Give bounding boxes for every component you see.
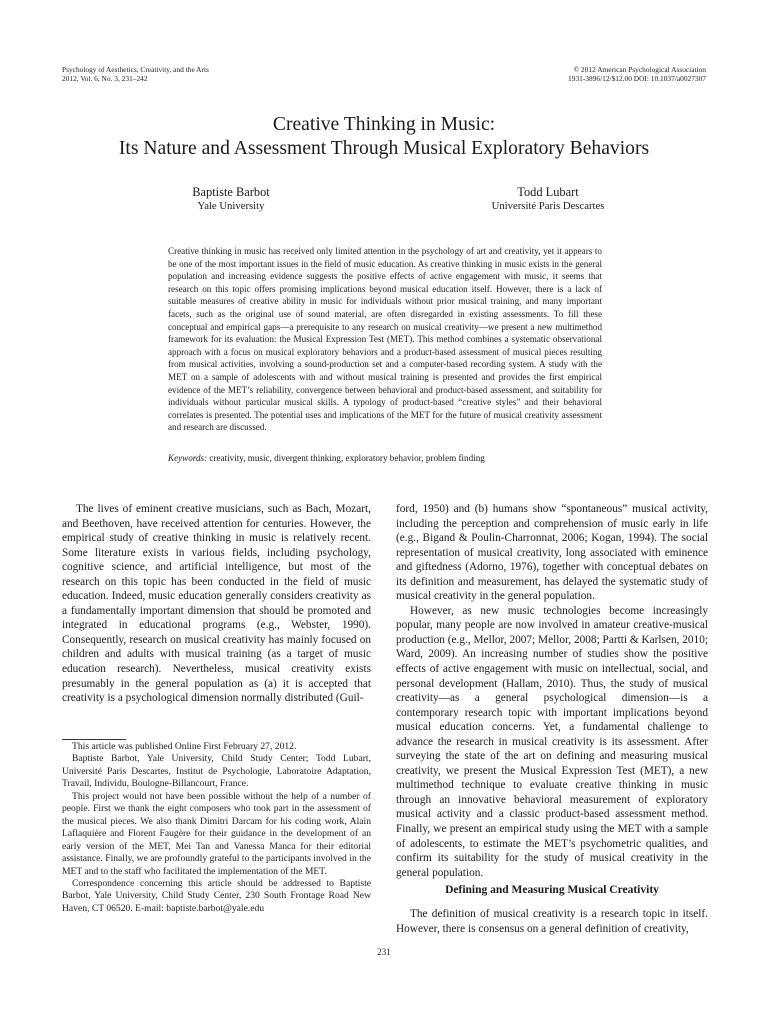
article-title <box>0 113 768 161</box>
journal-citation <box>62 66 209 83</box>
keywords-text: creativity, music, divergent thinking, exploratory behavior, problem finding <box>209 453 485 463</box>
keywords <box>168 452 602 464</box>
abstract <box>168 245 602 434</box>
journal-name: Psychology of Aesthetics, Creativity, and the Arts <box>62 65 209 74</box>
copyright-block <box>568 66 706 83</box>
body-paragraph: However, as new music technologies become increasingly popular, many people are now involved in amateur creative-musical production (e.g., Mellor, 2007; Mellor, 2008; Partti & Karlsen, 2010; Ward, 2009). An increasing number of studies show the positive effects of active engagement with music on intellectual, social, and personal development (Hallam, 2010). Thus, the study of musical creativity—as a general psychological dimension—is a contemporary research topic with important implications beyond musical education concerns. Yet, a fundamental challenge to advance the research in musical creativity is its assessment. After surveying the state of the art on defining and measuring musical creativity, we present the Musical Expression Test (MET), a new multimethod technique to evaluate creative thinking in music through an innovative behavioral measurement of exploratory musical activity and a classic product-based assessment method. Finally, we present an empirical study using the MET with a sample of adolescents, to estimate the MET’s psychometric qualities, and confirm its suitability for the study of musical creativity in the general population. <box>396 604 708 879</box>
footnote-divider <box>62 739 126 740</box>
body-paragraph: The lives of eminent creative musicians, such as Bach, Mozart, and Beethoven, have received attention for centuries. However, the empirical study of creative thinking in music is relatively recent. Some literature exists in various fields, including psychology, cognitive science, and artificial intelligence, but most of the research on this topic has been conducted in the field of music education. Indeed, music education generally considers creativity as a fundamentally important dimension that should be promoted and integrated in educational programs (e.g., Webster, 1990). Consequently, research on musical creativity has mainly focused on children and adults with musical training (as a target of music education research). Nevertheless, musical creativity exists presumably in the general population as (a) it is accepted that creativity is a psychological dimension normally distributed (Guil- <box>62 503 371 705</box>
footnote-correspondence: Correspondence concerning this article should be addressed to Baptiste Barbot, Yale University, Child Study Center, 230 South Frontage Road New Haven, CT 06520. E-mail: baptiste.barbot@yale.edu <box>62 877 371 914</box>
body-column-right-continued <box>396 907 708 936</box>
body-paragraph: ford, 1950) and (b) humans show “spontaneous” musical activity, including the perception and comprehension of music early in life (e.g., Bigand & Poulin-Charronnat, 2006; Kogan, 1994). The social representation of musical creativity, long associated with eminence and giftedness (Adorno, 1976), together with conceptual debates on its definition and measurement, has delayed the systematic study of musical creativity in the general population. <box>396 503 708 603</box>
footnotes <box>62 741 371 915</box>
author-affiliation: Université Paris Descartes <box>491 200 605 212</box>
title-line-1: Creative Thinking in Music: <box>272 114 496 135</box>
author-name: Todd Lubart <box>517 185 579 199</box>
author-affiliation: Yale University <box>197 200 265 212</box>
author-name: Baptiste Barbot <box>192 185 270 199</box>
title-line-2: Its Nature and Assessment Through Musical Exploratory Behaviors <box>118 138 650 159</box>
footnote-acknowledgments: This project would not have been possible without the help of a number of people. First we thank the eight composers who took part in the assessment of the musical pieces. We also thank Dimitri Darcam for his coding work, Alain Laflaquière and Florent Faugère for their guidance in the development of an early version of the MET, Mei Tan and Vanessa Manca for their editorial assistance. Finally, we are profoundly grateful to the participants involved in the MET and to the staff who facilitated the implementation of the MET. <box>62 790 371 877</box>
copyright-line: © 2012 American Psychological Association <box>573 65 706 74</box>
page-number: 231 <box>377 947 391 957</box>
footnote-affiliations: Baptiste Barbot, Yale University, Child Study Center; Todd Lubart, Université Paris Descartes, Institut de Psychologie, Laboratoire Adaptation, Travail, Individu, Boulogne-Billancourt, France. <box>62 753 371 790</box>
author-1 <box>168 185 294 213</box>
body-column-right <box>396 502 708 880</box>
section-heading: Defining and Measuring Musical Creativity <box>445 884 659 896</box>
journal-volume: 2012, Vol. 6, No. 3, 231–242 <box>62 73 148 83</box>
footnote-online-first: This article was published Online First February 27, 2012. <box>72 741 297 752</box>
body-paragraph: The definition of musical creativity is a research topic in itself. However, there is consensus on a general definition of creativity, <box>396 908 708 935</box>
abstract-text: Creative thinking in music has received only limited attention in the psychology of art and creativity, yet it appears to be one of the most important issues in the field of music education. As creative thinking in music exists in the general population and increasing evidence suggests the positive effects of active engagement with music, it seems that research on this topic offers promising implications beyond musical education itself. However, there is a lack of suitable measures of creative ability in music for individuals without prior musical training, and many important facets, such as the original use of sound material, are often disregarded in existing assessments. To fill these conceptual and empirical gaps—a prerequisite to any research on musical creativity—we present a new multimethod framework for its evaluation: the Musical Expression Test (MET). This method combines a systematic observational approach with a focus on musical exploratory behaviors and a product-based assessment of musical pieces resulting from musical activities, involving a sound-production set and a computer-based recording system. A study with the MET on a sample of adolescents with and without musical training is presented and provides the first empirical evidence of the MET’s reliability, convergence between behavioral and product-based assessment, and suitability for individuals without particular musical skills. A typology of product-based “creative styles” and their behavioral correlates is presented. The potential uses and implications of the MET for the future of musical creativity assessment and research are discussed. <box>168 246 602 433</box>
keywords-label: Keywords: <box>168 453 208 463</box>
author-2 <box>468 185 628 213</box>
doi-line: 1931-3896/12/$12.00 DOI: 10.1037/a0027307 <box>568 73 706 83</box>
body-column-left <box>62 502 371 706</box>
